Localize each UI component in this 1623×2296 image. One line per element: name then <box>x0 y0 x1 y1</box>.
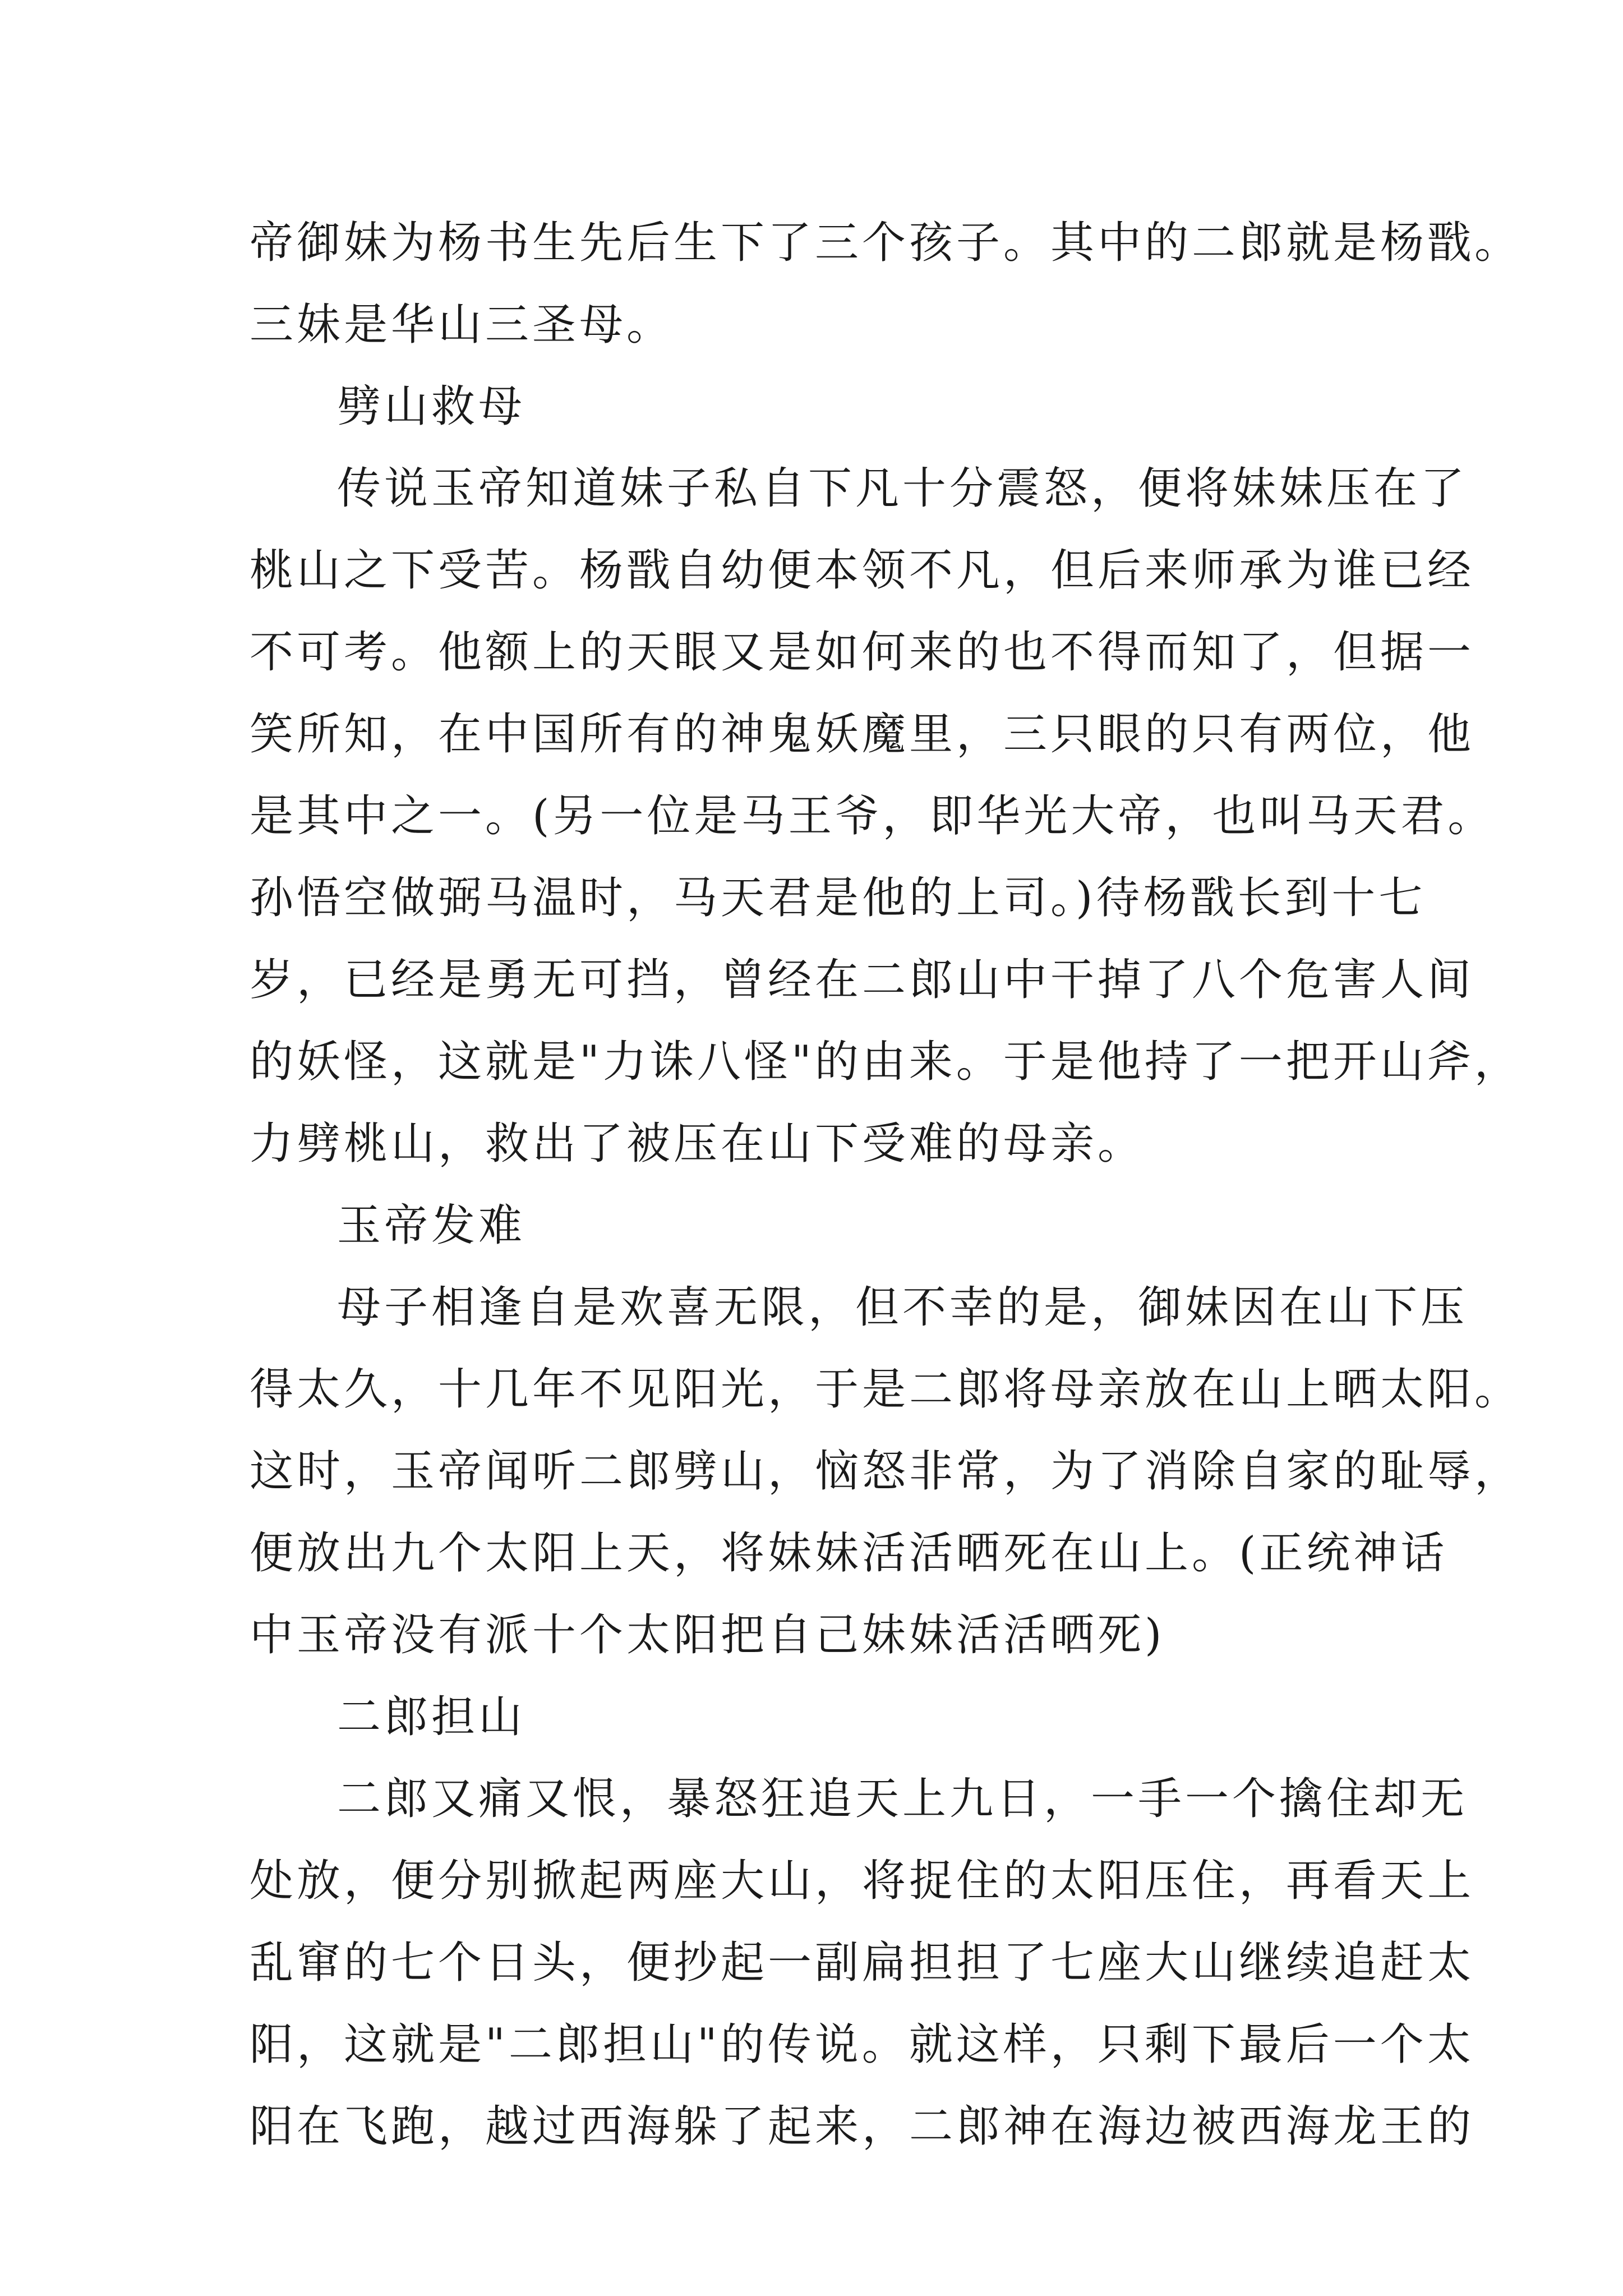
text-line: 得太久，十几年不见阳光，于是二郎将母亲放在山上晒太阳。 <box>250 1364 1522 1415</box>
text-line: 传说玉帝知道妹子私自下凡十分震怒，便将妹妹压在了 <box>337 463 1468 514</box>
text-line: 处放，便分别掀起两座大山，将捉住的太阳压住，再看天上 <box>250 1856 1475 1906</box>
text-line: 力劈桃山，救出了被压在山下受难的母亲。 <box>250 1119 1145 1169</box>
text-line: 阳在飞跑，越过西海躲了起来，二郎神在海边被西海龙王的 <box>250 2101 1475 2152</box>
text-line: 二郎又痛又恨，暴怒狂追天上九日，一手一个擒住却无 <box>337 1774 1468 1824</box>
text-line: 这时，玉帝闻听二郎劈山，恼怒非常，为了消除自家的耻辱， <box>250 1446 1522 1497</box>
text-line: 是其中之一。(另一位是马王爷，即华光大帝，也叫马天君。 <box>250 791 1495 841</box>
text-line: 不可考。他额上的天眼又是如何来的也不得而知了，但据一 <box>250 627 1475 678</box>
text-line: 笑所知，在中国所有的神鬼妖魔里，三只眼的只有两位，他 <box>250 709 1475 760</box>
text-line: 阳，这就是"二郎担山"的传说。就这样，只剩下最后一个太 <box>250 2019 1474 2070</box>
text-line: 三妹是华山三圣母。 <box>250 300 674 350</box>
text-line: 乱窜的七个日头，便抄起一副扁担担了七座大山继续追赶太 <box>250 1938 1475 1988</box>
text-line: 母子相逢自是欢喜无限，但不幸的是，御妹因在山下压 <box>337 1282 1468 1333</box>
text-line: 孙悟空做弼马温时，马天君是他的上司。)待杨戬长到十七 <box>250 873 1426 923</box>
text-line: 桃山之下受苦。杨戬自幼便本领不凡，但后来师承为谁已经 <box>250 545 1475 596</box>
text-line: 中玉帝没有派十个太阳把自己妹妹活活晒死) <box>250 1610 1165 1660</box>
section-heading: 劈山救母 <box>337 381 526 432</box>
section-heading: 玉帝发难 <box>337 1200 526 1251</box>
text-line: 便放出九个太阳上天，将妹妹活活晒死在山上。(正统神话 <box>250 1528 1448 1579</box>
section-heading: 二郎担山 <box>337 1692 526 1742</box>
body-text <box>250 202 1522 2168</box>
text-line: 岁，已经是勇无可挡，曾经在二郎山中干掉了八个危害人间 <box>250 955 1475 1005</box>
text-line: 的妖怪，这就是"力诛八怪"的由来。于是他持了一把开山斧， <box>250 1037 1521 1087</box>
text-line: 帝御妹为杨书生先后生下了三个孩子。其中的二郎就是杨戬。 <box>250 218 1522 268</box>
